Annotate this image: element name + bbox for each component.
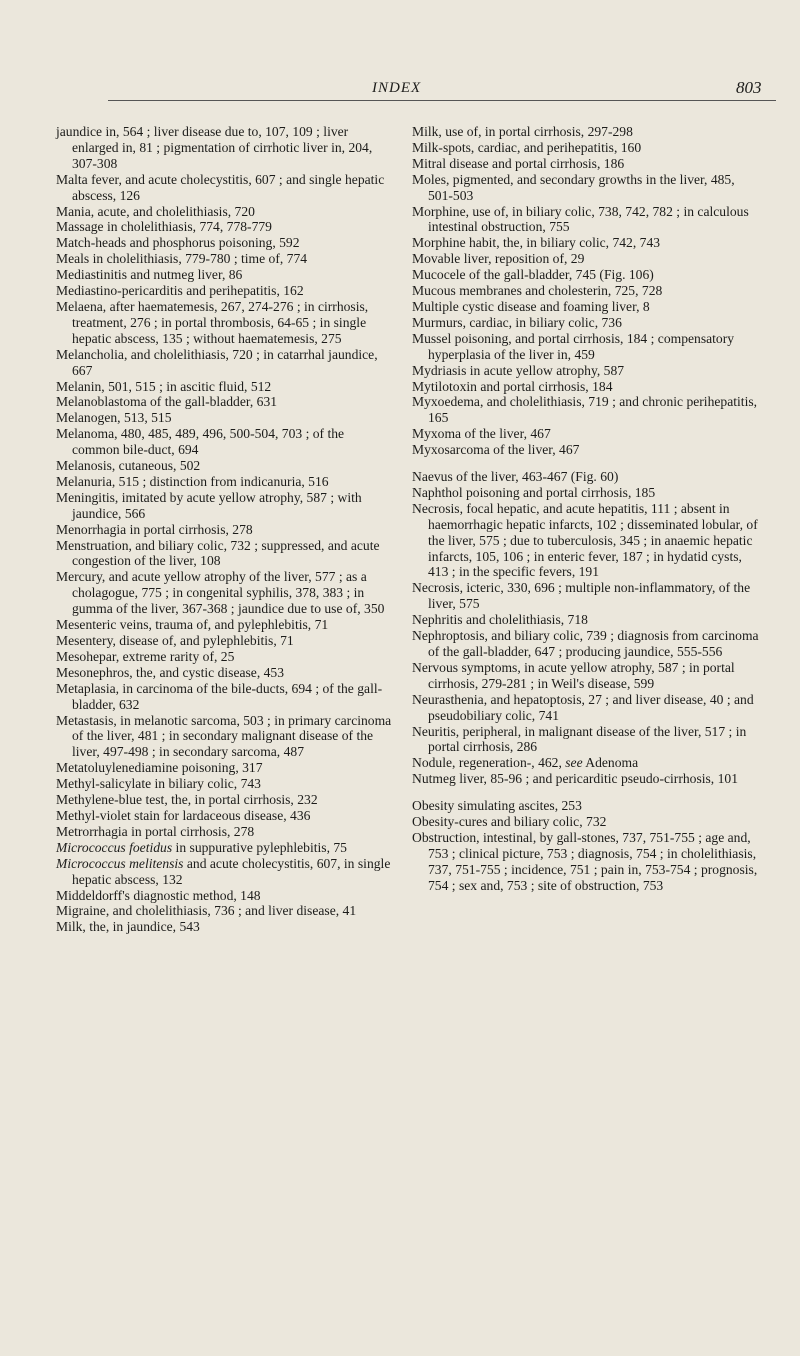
page-header: [0, 0, 800, 108]
index-entry: Malta fever, and acute cholecystitis, 607 ; and single hepatic abscess, 126: [56, 171, 385, 203]
index-entry: Meningitis, imitated by acute yellow atrophy, 587 ; with jaundice, 566: [56, 489, 362, 521]
index-entry-nodule: [412, 755, 760, 771]
index-entry: Murmurs, cardiac, in biliary colic, 736: [412, 314, 622, 330]
index-entry: Morphine, use of, in biliary colic, 738, 742, 782 ; in calculous intestinal obstruction, 755: [412, 203, 749, 235]
index-entry: Mediastino-pericarditis and perihepatitis, 162: [56, 283, 304, 299]
index-column-left: [56, 124, 392, 935]
index-entry: Naphthol poisoning and portal cirrhosis, 185: [412, 484, 656, 500]
index-entry: Mania, acute, and cholelithiasis, 720: [56, 203, 255, 219]
index-entry: Moles, pigmented, and secondary growths in the liver, 485, 501-503: [412, 171, 735, 203]
index-entry: Melanin, 501, 515 ; in ascitic fluid, 512: [56, 378, 272, 394]
index-entry: Obesity-cures and biliary colic, 732: [412, 814, 607, 830]
index-entry: Methylene-blue test, the, in portal cirrhosis, 232: [56, 792, 318, 808]
index-entry-micrococcus-melitensis: [56, 856, 392, 888]
index-entry: Mitral disease and portal cirrhosis, 186: [412, 155, 625, 171]
index-entry: Melanoma, 480, 485, 489, 496, 500-504, 703 ; of the common bile-duct, 694: [56, 426, 345, 458]
index-entry: Melaena, after haematemesis, 267, 274-276 ; in cirrhosis, treatment, 276 ; in portal thrombosis, 64-65 ; in single hepatic abscess, 135 ; without haematemesis, 275: [56, 298, 369, 346]
index-entry: Naevus of the liver, 463-467 (Fig. 60): [412, 469, 619, 485]
index-entry: Methyl-salicylate in biliary colic, 743: [56, 776, 261, 792]
index-entry: Nervous symptoms, in acute yellow atrophy, 587 ; in portal cirrhosis, 279-281 ; in Weil's disease, 599: [412, 659, 735, 691]
index-entry: Morphine habit, the, in biliary colic, 742, 743: [412, 235, 661, 251]
entry-italic-term: Micrococcus melitensis: [56, 855, 184, 871]
index-entry: Migraine, and cholelithiasis, 736 ; and liver disease, 41: [56, 903, 357, 919]
index-entry: Melanogen, 513, 515: [56, 410, 172, 426]
entry-text: and acute cholecystitis, 607, in single hepatic abscess, 132: [72, 855, 391, 887]
index-entry: Nutmeg liver, 85-96 ; and pericarditic pseudo-cirrhosis, 101: [412, 771, 738, 787]
index-entry: Myxoedema, and cholelithiasis, 719 ; and chronic perihepatitis, 165: [412, 394, 758, 426]
entry-see-reference: see: [565, 755, 583, 771]
index-entry: Necrosis, focal hepatic, and acute hepatitis, 111 ; absent in haemorrhagic hepatic infarcts, 102 ; disseminated lobular, of the liver, 575 ; due to tuberculosis, 345 ; in anaemic hepatic infarcts, 105, 106 ; in enteric fever, 187 ; in hydatid cysts, 413 ; in the specific fevers, 191: [412, 500, 758, 580]
index-entry: Movable liver, reposition of, 29: [412, 251, 585, 267]
index-entry: Milk, use of, in portal cirrhosis, 297-298: [412, 124, 633, 139]
index-entry: Milk, the, in jaundice, 543: [56, 919, 200, 935]
index-entry: Mydriasis in acute yellow atrophy, 587: [412, 362, 625, 378]
index-entry: Necrosis, icteric, 330, 696 ; multiple non-inflammatory, of the liver, 575: [412, 580, 751, 612]
running-title: INDEX: [372, 80, 422, 96]
page-number: 803: [736, 78, 762, 97]
index-entry: Middeldorff's diagnostic method, 148: [56, 887, 261, 903]
index-entry: Neuritis, peripheral, in malignant disease of the liver, 517 ; in portal cirrhosis, 286: [412, 723, 747, 755]
entry-text: in suppurative pylephlebitis, 75: [172, 839, 347, 855]
index-entry: Mucocele of the gall-bladder, 745 (Fig. 106): [412, 267, 654, 283]
index-entry: Myxoma of the liver, 467: [412, 426, 551, 442]
index-entry: Mercury, and acute yellow atrophy of the liver, 577 ; as a cholagogue, 775 ; in congenital syphilis, 378, 383 ; in gumma of the liver, 367-368 ; jaundice due to use of, 350: [56, 569, 385, 617]
index-entry: Mesonephros, the, and cystic disease, 453: [56, 664, 285, 680]
index-entry-micrococcus-foetidus: [56, 840, 392, 856]
index-entry: Neurasthenia, and hepatoptosis, 27 ; and liver disease, 40 ; and pseudobiliary colic, 741: [412, 691, 754, 723]
index-entry: Mediastinitis and nutmeg liver, 86: [56, 267, 243, 283]
header-rule: [108, 100, 776, 101]
entry-text: Adenoma: [582, 755, 639, 771]
index-entry: Mytilotoxin and portal cirrhosis, 184: [412, 378, 613, 394]
index-entry: Mussel poisoning, and portal cirrhosis, 184 ; compensatory hyperplasia of the liver in, 459: [412, 330, 735, 362]
index-entry: Nephritis and cholelithiasis, 718: [412, 612, 588, 628]
index-entry: Match-heads and phosphorus poisoning, 592: [56, 235, 300, 251]
index-entry: Mucous membranes and cholesterin, 725, 728: [412, 283, 663, 299]
index-entry: Melanoblastoma of the gall-bladder, 631: [56, 394, 278, 410]
index-entry: Melancholia, and cholelithiasis, 720 ; in catarrhal jaundice, 667: [56, 346, 378, 378]
entry-text: Nodule, regeneration-, 462,: [412, 755, 566, 771]
index-entry: Metastasis, in melanotic sarcoma, 503 ; in primary carcinoma of the liver, 481 ; in secondary malignant disease of the liver, 497-498 ; in secondary sarcoma, 487: [56, 712, 392, 760]
index-entry: Mesohepar, extreme rarity of, 25: [56, 648, 235, 664]
index-column-right: [412, 124, 760, 894]
index-entry: Mesenteric veins, trauma of, and pylephlebitis, 71: [56, 617, 329, 633]
index-entry: Metaplasia, in carcinoma of the bile-ducts, 694 ; of the gall-bladder, 632: [56, 680, 383, 712]
index-entry: Obesity simulating ascites, 253: [412, 798, 582, 814]
index-entry: Massage in cholelithiasis, 774, 778-779: [56, 219, 272, 235]
section-gap: [412, 458, 760, 469]
index-entry: Nephroptosis, and biliary colic, 739 ; diagnosis from carcinoma of the gall-bladder, 647 ; producing jaundice, 555-556: [412, 628, 759, 659]
entry-italic-term: Micrococcus foetidus: [56, 839, 173, 855]
index-entry: Multiple cystic disease and foaming liver, 8: [412, 298, 650, 314]
index-entry: Milk-spots, cardiac, and perihepatitis, 160: [412, 139, 642, 155]
index-entry: Mesentery, disease of, and pylephlebitis, 71: [56, 633, 294, 648]
index-entry: Obstruction, intestinal, by gall-stones, 737, 751-755 ; age and, 753 ; clinical picture, 753 ; diagnosis, 754 ; in cholelithiasis, 737, 751-755 ; incidence, 751 ; pain in, 753-754 ; prognosis, 754 ; sex and, 753 ; site of obstruction, 753: [412, 829, 758, 893]
index-entry: Meals in cholelithiasis, 779-780 ; time of, 774: [56, 251, 308, 267]
section-gap: [412, 787, 760, 798]
index-entry: Melanuria, 515 ; distinction from indicanuria, 516: [56, 473, 329, 489]
index-entry: Metrorrhagia in portal cirrhosis, 278: [56, 823, 255, 839]
index-entry: jaundice in, 564 ; liver disease due to, 107, 109 ; liver enlarged in, 81 ; pigmentation of cirrhotic liver in, 204, 307-308: [56, 124, 373, 171]
index-entry: Menorrhagia in portal cirrhosis, 278: [56, 521, 253, 537]
index-entry: Methyl-violet stain for lardaceous disease, 436: [56, 807, 311, 823]
index-entry: Melanosis, cutaneous, 502: [56, 458, 201, 474]
index-entry: Menstruation, and biliary colic, 732 ; suppressed, and acute congestion of the liver, 108: [56, 537, 380, 569]
index-entry: Myxosarcoma of the liver, 467: [412, 442, 580, 458]
index-entry: Metatoluylenediamine poisoning, 317: [56, 760, 263, 776]
